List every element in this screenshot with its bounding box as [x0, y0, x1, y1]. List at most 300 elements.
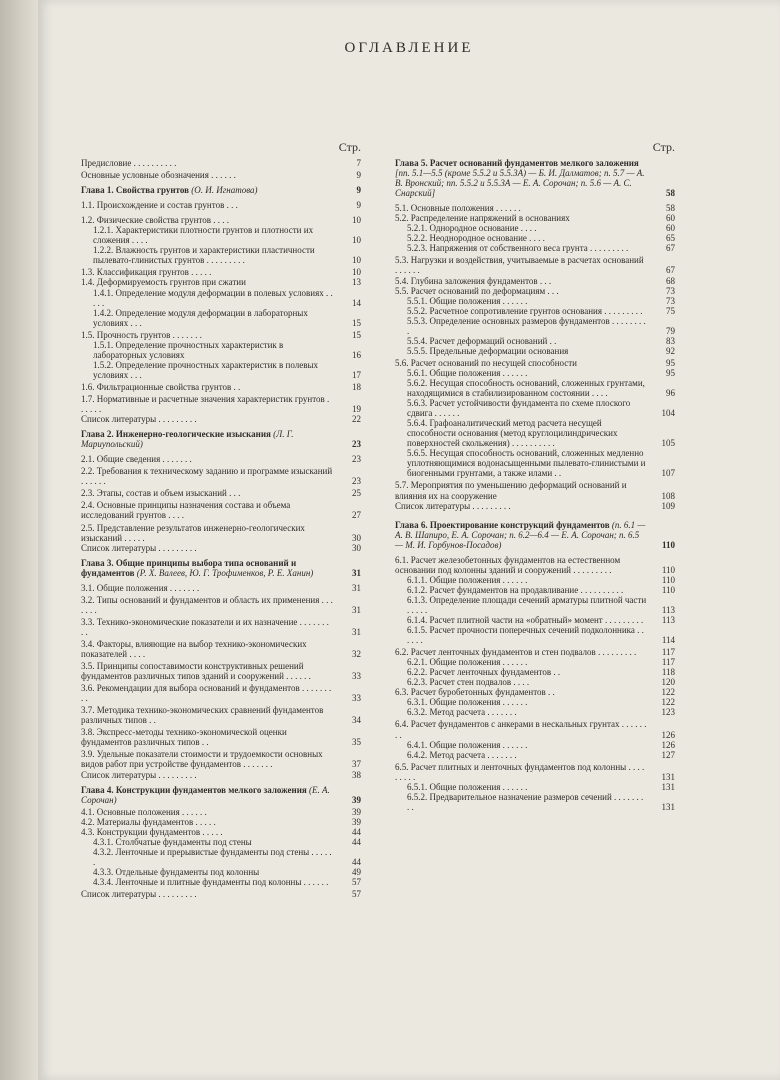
toc-entry-title — [81, 705, 333, 725]
toc-entry-text: 5.6. Расчет оснований по несущей способности — [395, 357, 577, 368]
toc-entry-title — [93, 308, 333, 328]
toc-page-number: 122 — [661, 687, 675, 698]
toc-entry-text: 2.5. Представление результатов инженерно-геологических изысканий . . . . . — [81, 522, 305, 543]
toc-entry-text: Глава 1. Свойства грунтов — [81, 185, 192, 196]
toc-entry-text: 4.1. Основные положения . . . . . . — [81, 806, 207, 817]
toc-entry — [395, 296, 675, 306]
toc-entry — [395, 336, 675, 346]
toc-entry-text: 5.5.2. Расчетное сопротивление грунтов основания . . . . . . . . . — [407, 305, 643, 316]
toc-page-number: 67 — [666, 243, 675, 254]
toc-entry-text: Список литературы . . . . . . . . . — [81, 542, 197, 553]
toc-entry-title — [407, 677, 647, 687]
toc-entry-title — [93, 360, 333, 380]
toc-page-number: 127 — [661, 749, 675, 760]
toc-entry-title — [395, 719, 647, 739]
toc-entry-text: 2.3. Этапы, состав и объем изысканий . . . — [81, 488, 241, 499]
toc-entry-text: 1.4. Деформируемость грунтов при сжатии — [81, 277, 246, 288]
toc-entry-text: 6.3.2. Метод расчета . . . . . . . — [407, 707, 517, 718]
toc-entry — [81, 454, 361, 464]
toc-entry — [395, 448, 675, 478]
toc-entry — [395, 657, 675, 667]
toc-entry-text: 6.3. Расчет буробетонных фундаментов . . — [395, 687, 555, 698]
toc-page-number: 107 — [661, 468, 675, 479]
toc-page-number: 13 — [352, 277, 361, 288]
toc-page-number: 113 — [661, 604, 675, 615]
toc-entry-title — [81, 466, 333, 486]
toc-entry-title — [81, 500, 333, 520]
toc-entry — [81, 749, 361, 769]
toc-entry-title — [81, 414, 333, 424]
toc-entry-text: 6.2.1. Общие положения . . . . . . — [407, 657, 528, 668]
toc-entry-title — [407, 336, 647, 346]
toc-entry — [395, 707, 675, 717]
toc-entry-title — [81, 215, 333, 225]
toc-entry-text: 3.7. Методика технико-экономических сравнений фундаментов различных типов . . — [81, 705, 324, 726]
toc-entry-title — [395, 203, 647, 213]
toc-entry-text: 5.2.3. Напряжения от собственного веса грунта . . . . . . . . . — [407, 243, 629, 254]
toc-entry-text: 5.6.2. Несущая способность оснований, сложенных грунтами, находящимися в стабилизированном состоянии . . . . — [407, 377, 645, 399]
toc-entry-title — [407, 782, 647, 792]
toc-entry-title — [81, 200, 333, 210]
toc-entry-text: 3.1. Общие положения . . . . . . . — [81, 582, 200, 593]
toc-entry-text: 6.1. Расчет железобетонных фундаментов на естественном основании под колонны зданий и сооружений . . . . . . . . . — [395, 554, 621, 575]
toc-entry-title — [93, 225, 333, 245]
toc-entry-text: 6.5. Расчет плитных и ленточных фундаментов под колонны . . . . . . . . . — [395, 761, 645, 782]
toc-entry-text: 6.1.3. Определение площади сечений арматуры плитной части . . . . . — [407, 594, 647, 615]
toc-entry — [81, 340, 361, 360]
toc-entry-title — [407, 575, 647, 585]
toc-list-left — [81, 158, 361, 899]
toc-entry-text: 5.6.5. Несущая способность оснований, сложенных медленно уплотняющимися водонасыщенными пылевато-глинистыми и биогенными грунтами, а также илами . . — [407, 448, 646, 479]
toc-entry — [395, 286, 675, 296]
toc-entry-title — [407, 625, 647, 645]
toc-entry-title — [81, 817, 333, 827]
toc-entry — [81, 488, 361, 498]
toc-entry — [395, 223, 675, 233]
toc-entry-text: 2.4. Основные принципы назначения состава и объема исследований грунтов . . . . — [81, 500, 291, 521]
toc-chapter-entry — [81, 785, 361, 805]
toc-entry — [395, 575, 675, 585]
toc-entry-title — [81, 267, 333, 277]
toc-page-number: 39 — [352, 806, 361, 817]
toc-page-number: 131 — [661, 771, 675, 782]
toc-entry-title — [81, 889, 333, 899]
toc-entry-text: 3.4. Факторы, влияющие на выбор технико-экономических показателей . . . . — [81, 638, 307, 660]
toc-entry-text: 1.6. Фильтрационные свойства грунтов . . — [81, 381, 241, 392]
toc-entry — [81, 595, 361, 615]
toc-entry-title — [407, 585, 647, 595]
toc-entry-text: 5.5.1. Общие положения . . . . . . — [407, 295, 528, 306]
toc-entry — [395, 243, 675, 253]
toc-entry-text: 4.3.1. Столбчатые фундаменты под стены — [93, 836, 252, 847]
toc-entry-title — [81, 330, 333, 340]
toc-entry-title — [407, 223, 647, 233]
toc-entry — [81, 414, 361, 424]
toc-entry-text: 5.5.4. Расчет деформаций оснований . . — [407, 335, 557, 346]
toc-entry-text: Список литературы . . . . . . . . . — [81, 769, 197, 780]
toc-entry-title — [81, 749, 333, 769]
toc-entry — [395, 555, 675, 575]
toc-entry-title — [81, 595, 333, 615]
toc-page-number: 19 — [352, 404, 361, 415]
toc-page-number: 31 — [352, 582, 361, 593]
toc-entry-text: Основные условные обозначения . . . . . . — [81, 170, 236, 181]
toc-page-number: 73 — [666, 295, 675, 306]
toc-entry-title — [81, 158, 333, 168]
toc-page-number: 49 — [352, 866, 361, 877]
toc-entry-title — [81, 727, 333, 747]
toc-entry-title — [395, 687, 647, 697]
toc-entry — [81, 394, 361, 414]
toc-entry-title — [93, 867, 333, 877]
toc-entry-authors: [пп. 5.1—5.5 (кроме 5.5.2 и 5.5.3А) — Б. И. Далматов; п. 5.7 — А. В. Вронский; пп. 5.5.2 и 5.5.3А — Е. А. Сорочан; п. 5.6 — А. С. Снарский] — [395, 168, 645, 199]
toc-chapter-entry — [81, 558, 361, 578]
toc-page-number: 18 — [352, 381, 361, 392]
toc-entry-title — [407, 346, 647, 356]
toc-page-number: 33 — [352, 671, 361, 682]
toc-page-number: 131 — [661, 781, 675, 792]
page-column-label: Стр. — [338, 140, 361, 154]
toc-entry-title — [407, 657, 647, 667]
toc-entry-text: 5.5.3. Определение основных размеров фундаментов . . . . . . . . . — [407, 315, 646, 336]
toc-entry-text: 5.3. Нагрузки и воздействия, учитываемые в расчетах оснований . . . . . . — [395, 255, 644, 276]
toc-entry — [395, 255, 675, 275]
toc-page-number: 44 — [352, 836, 361, 847]
toc-entry-title — [395, 158, 647, 198]
toc-entry-text: 6.2.2. Расчет ленточных фундаментов . . — [407, 667, 561, 678]
toc-entry — [395, 276, 675, 286]
toc-entry-title — [81, 770, 333, 780]
toc-entry-text: Глава 4. Конструкции фундаментов мелкого заложения — [81, 784, 310, 795]
toc-page-number: 10 — [352, 267, 361, 278]
toc-page-number: 10 — [352, 215, 361, 226]
toc-entry-title — [395, 358, 647, 368]
toc-entry-title — [395, 501, 647, 511]
toc-page-number: 60 — [666, 223, 675, 234]
toc-entry-title — [395, 286, 647, 296]
toc-entry-text: 1.2.2. Влажность грунтов и характеристики пластичности пылевато-глинистых грунтов . . . . . . . . . — [93, 245, 315, 266]
toc-entry-title — [407, 398, 647, 418]
toc-page-number: 9 — [356, 170, 361, 181]
toc-entry — [81, 360, 361, 380]
toc-page-number: 92 — [666, 345, 675, 356]
toc-chapter-entry — [81, 429, 361, 449]
toc-page-number: 7 — [356, 158, 361, 168]
toc-entry-title — [81, 617, 333, 637]
toc-entry — [395, 585, 675, 595]
toc-entry-text: Список литературы . . . . . . . . . — [81, 889, 197, 900]
toc-entry-title — [93, 245, 333, 265]
toc-entry-text: 4.3.2. Ленточные и прерывистые фундаменты под стены . . . . . . — [93, 846, 332, 867]
toc-page-number: 31 — [352, 567, 361, 578]
toc-entry-text: 5.2.2. Неоднородное основание . . . . — [407, 233, 545, 244]
toc-page-number: 34 — [352, 715, 361, 726]
toc-entry-text: 6.1.2. Расчет фундаментов на продавливание . . . . . . . . . . — [407, 584, 624, 595]
toc-entry-title — [81, 807, 333, 817]
toc-entry-text: 1.5.1. Определение прочностных характеристик в лабораторных условиях — [93, 339, 284, 360]
toc-entry-text: 3.2. Типы оснований и фундаментов и область их применения . . . . . . . — [81, 594, 333, 615]
toc-page-number: 37 — [352, 759, 361, 770]
toc-entry-text: 1.2.1. Характеристики плотности грунтов и плотности их сложения . . . . — [93, 225, 314, 246]
toc-entry-authors: (Р. Х. Валеев, Ю. Г. Трофименков, Р. Е. Ханин) — [136, 567, 314, 578]
toc-list-right — [395, 158, 675, 812]
toc-entry — [395, 615, 675, 625]
toc-entry-title — [93, 340, 333, 360]
toc-entry-text: Предисловие . . . . . . . . . . — [81, 158, 177, 168]
toc-page-number: 83 — [666, 335, 675, 346]
toc-page-number: 16 — [352, 349, 361, 360]
toc-page-number: 58 — [666, 203, 675, 214]
toc-entry — [81, 466, 361, 486]
toc-entry-text: 6.4.1. Общие положения . . . . . . — [407, 739, 528, 750]
toc-entry-text: 6.4. Расчет фундаментов с анкерами в нескальных грунтах . . . . . . . . — [395, 719, 647, 740]
toc-entry — [81, 288, 361, 308]
toc-entry — [395, 687, 675, 697]
toc-entry-text: 6.1.4. Расчет плитной части на «обратный» момент . . . . . . . . . — [407, 615, 644, 626]
toc-entry — [81, 683, 361, 703]
toc-entry-title — [81, 429, 333, 449]
toc-entry — [81, 200, 361, 210]
toc-entry — [395, 792, 675, 812]
toc-entry — [81, 523, 361, 543]
toc-entry-text: 2.2. Требования к техническому заданию и программе изысканий . . . . . . — [81, 466, 333, 487]
toc-page-number: 32 — [352, 649, 361, 660]
toc-page-number: 57 — [352, 877, 361, 887]
toc-entry-text: 4.2. Материалы фундаментов . . . . . — [81, 816, 216, 827]
toc-entry — [395, 213, 675, 223]
toc-entry — [81, 500, 361, 520]
toc-page-number: 57 — [352, 889, 361, 900]
toc-entry-text: 6.2. Расчет ленточных фундаментов и стен подвалов . . . . . . . . . — [395, 647, 637, 658]
toc-entry-text: 5.2.1. Однородное основание . . . . — [407, 223, 537, 234]
toc-entry-text: 6.1.5. Расчет прочности поперечных сечений подколонника . . . . . . — [407, 625, 644, 646]
toc-entry — [81, 807, 361, 817]
toc-entry-title — [81, 661, 333, 681]
toc-page-number: 113 — [661, 615, 675, 626]
toc-entry-title — [93, 847, 333, 867]
toc-entry-text: 1.2. Физические свойства грунтов . . . . — [81, 215, 229, 226]
toc-entry-title — [407, 707, 647, 717]
toc-page-number: 39 — [352, 794, 361, 805]
toc-entry-title — [81, 543, 333, 553]
toc-entry-text: 3.9. Удельные показатели стоимости и трудоемкости основных видов работ при устройстве фундаментов . . . . . . . — [81, 749, 323, 770]
book-spine-shadow — [0, 0, 38, 1080]
toc-page-number: 110 — [661, 584, 675, 595]
toc-page-number: 95 — [666, 367, 675, 378]
toc-entry — [81, 617, 361, 637]
toc-page-number: 35 — [352, 737, 361, 748]
toc-entry-title — [81, 583, 333, 593]
toc-entry — [81, 661, 361, 681]
toc-entry — [395, 501, 675, 511]
toc-entry-title — [407, 615, 647, 625]
toc-entry-text: 5.6.4. Графоаналитический метод расчета несущей способности основания (метод круглоцилиндрических поверхностей скольжения) . . . . . . . . . . — [407, 418, 618, 449]
toc-entry-title — [395, 520, 647, 550]
toc-page-number: 58 — [666, 188, 675, 199]
toc-entry — [395, 398, 675, 418]
toc-entry — [395, 697, 675, 707]
toc-page-number: 9 — [356, 200, 361, 211]
toc-page — [38, 0, 780, 1080]
toc-entry-title — [407, 448, 647, 478]
toc-entry-text: 6.1.1. Общие положения . . . . . . — [407, 574, 528, 585]
toc-entry-title — [81, 683, 333, 703]
toc-entry — [81, 727, 361, 747]
toc-entry-title — [407, 368, 647, 378]
toc-entry — [395, 719, 675, 739]
toc-entry — [81, 308, 361, 328]
toc-page-number: 79 — [666, 325, 675, 336]
toc-entry-text: 6.3.1. Общие положения . . . . . . — [407, 697, 528, 708]
toc-entry-title — [407, 667, 647, 677]
toc-page-number: 110 — [661, 539, 675, 550]
toc-page-number: 126 — [661, 729, 675, 740]
toc-entry-text: Глава 2. Инженерно-геологические изыскания — [81, 429, 274, 440]
toc-entry-text: 6.4.2. Метод расчета . . . . . . . — [407, 749, 517, 760]
toc-entry — [395, 740, 675, 750]
toc-entry-text: 5.1. Основные положения . . . . . . — [395, 203, 521, 214]
toc-entry — [81, 267, 361, 277]
toc-entry-title — [407, 306, 647, 316]
toc-entry-title — [93, 288, 333, 308]
toc-entry-title — [395, 276, 647, 286]
toc-page-number: 39 — [352, 816, 361, 827]
toc-page-number: 14 — [352, 297, 361, 308]
toc-entry — [81, 277, 361, 287]
toc-entry — [395, 316, 675, 336]
toc-entry-text: 2.1. Общие сведения . . . . . . . — [81, 454, 192, 465]
toc-entry-text: 4.3.3. Отдельные фундаменты под колонны — [93, 866, 260, 877]
toc-page-number: 23 — [352, 476, 361, 487]
toc-page-number: 114 — [661, 635, 675, 646]
toc-entry-title — [81, 558, 333, 578]
toc-entry-title — [407, 697, 647, 707]
toc-page-number: 123 — [661, 707, 675, 718]
toc-entry-text: 6.5.2. Предварительное назначение размеров сечений . . . . . . . . . — [407, 791, 644, 812]
toc-page-number: 108 — [661, 490, 675, 501]
toc-entry — [395, 346, 675, 356]
toc-entry — [395, 358, 675, 368]
toc-entry-title — [81, 523, 333, 543]
toc-entry — [81, 158, 361, 168]
toc-entry-title — [93, 877, 333, 887]
toc-entry-title — [81, 827, 333, 837]
toc-entry-text: 1.4.1. Определение модуля деформации в полевых условиях . . . . . — [93, 287, 333, 308]
toc-entry-title — [81, 454, 333, 464]
toc-entry-title — [81, 277, 333, 287]
toc-entry-title — [407, 418, 647, 448]
toc-page-number: 33 — [352, 693, 361, 704]
toc-entry — [395, 595, 675, 615]
toc-page-number: 110 — [661, 574, 675, 585]
toc-entry — [81, 225, 361, 245]
toc-entry — [81, 543, 361, 553]
toc-entry-text: 6.2.3. Расчет стен подвалов . . . . — [407, 677, 530, 688]
toc-page-number: 10 — [352, 235, 361, 246]
toc-entry-text: 4.3. Конструкции фундаментов . . . . . — [81, 826, 223, 837]
toc-page-number: 109 — [661, 500, 675, 511]
toc-entry — [395, 378, 675, 398]
toc-entry — [81, 837, 361, 847]
toc-entry-text: 5.2. Распределение напряжений в основаниях — [395, 213, 570, 224]
toc-entry-title — [395, 555, 647, 575]
toc-entry-text: 6.5.1. Общие положения . . . . . . — [407, 781, 528, 792]
toc-entry-text: 5.5. Расчет оснований по деформациям . . . — [395, 285, 559, 296]
toc-page-number: 38 — [352, 769, 361, 780]
toc-chapter-entry — [81, 185, 361, 195]
toc-entry-title — [407, 750, 647, 760]
toc-page-number: 23 — [352, 454, 361, 465]
toc-entry — [81, 827, 361, 837]
toc-entry-text: 1.5.2. Определение прочностных характеристик в полевых условиях . . . — [93, 359, 319, 380]
toc-page-number: 44 — [352, 826, 361, 837]
toc-page-number: 131 — [661, 801, 675, 812]
toc-entry — [395, 418, 675, 448]
toc-page-number: 15 — [352, 317, 361, 328]
toc-page-number: 9 — [356, 185, 361, 196]
toc-page-number: 110 — [661, 564, 675, 575]
toc-entry-text: 5.4. Глубина заложения фундаментов . . . — [395, 275, 552, 286]
toc-entry — [395, 233, 675, 243]
toc-entry-text: 3.6. Рекомендации для выбора оснований и фундаментов . . . . . . . . . — [81, 683, 332, 704]
toc-entry — [81, 245, 361, 265]
toc-entry-text: Глава 6. Проектирование конструкций фундаментов — [395, 519, 612, 530]
toc-entry-text: 3.8. Экспресс-методы технико-экономической оценки фундаментов различных типов . . — [81, 727, 287, 748]
toc-chapter-entry — [395, 520, 675, 550]
toc-column-right — [395, 140, 675, 812]
toc-page-number: 44 — [352, 856, 361, 867]
toc-page-number: 96 — [666, 388, 675, 399]
toc-entry-text: 5.5.5. Предельные деформации основания — [407, 345, 569, 356]
toc-page-number: 30 — [352, 542, 361, 553]
toc-page-number: 25 — [352, 488, 361, 499]
toc-column-left — [81, 140, 361, 899]
toc-entry-title — [407, 595, 647, 615]
toc-entry — [81, 847, 361, 867]
toc-entry-authors: (п. 6.1 — А. В. Шапиро, Е. А. Сорочан; п. 6.2—6.4 — Е. А. Сорочан; п. 6.5 — М. И. Горбунов-Посадов) — [395, 519, 646, 550]
page-title: ОГЛАВЛЕНИЕ — [344, 40, 474, 56]
toc-entry-title — [395, 480, 647, 500]
toc-page-number: 73 — [666, 285, 675, 296]
toc-entry-text: 4.3.4. Ленточные и плитные фундаменты под колонны . . . . . . — [93, 877, 329, 887]
toc-entry-text: Глава 5. Расчет оснований фундаментов мелкого заложения — [395, 158, 639, 168]
toc-page-number: 23 — [352, 439, 361, 450]
page-column-label: Стр. — [652, 140, 675, 154]
toc-chapter-entry — [395, 158, 675, 198]
toc-entry-title — [81, 394, 333, 414]
toc-entry-text: 1.7. Нормативные и расчетные значения характеристик грунтов . . . . . . — [81, 393, 330, 415]
toc-entry-text: 1.4.2. Определение модуля деформации в лабораторных условиях . . . — [93, 307, 308, 328]
toc-entry-title — [407, 740, 647, 750]
toc-entry-title — [81, 488, 333, 498]
toc-page-number: 31 — [352, 626, 361, 637]
toc-entry-text: 1.5. Прочность грунтов . . . . . . . — [81, 329, 202, 340]
toc-entry-title — [407, 243, 647, 253]
toc-page-number: 120 — [661, 677, 675, 688]
toc-page-number: 17 — [352, 369, 361, 380]
toc-page-number: 31 — [352, 604, 361, 615]
toc-page-number: 15 — [352, 329, 361, 340]
toc-entry — [81, 817, 361, 827]
toc-page-number: 68 — [666, 275, 675, 286]
toc-page-number: 22 — [352, 414, 361, 425]
toc-page-number: 104 — [661, 408, 675, 419]
toc-entry — [395, 306, 675, 316]
toc-entry-title — [93, 837, 333, 847]
toc-entry-title — [395, 647, 647, 657]
toc-entry-text: Список литературы . . . . . . . . . — [81, 414, 197, 425]
toc-page-number: 95 — [666, 357, 675, 368]
